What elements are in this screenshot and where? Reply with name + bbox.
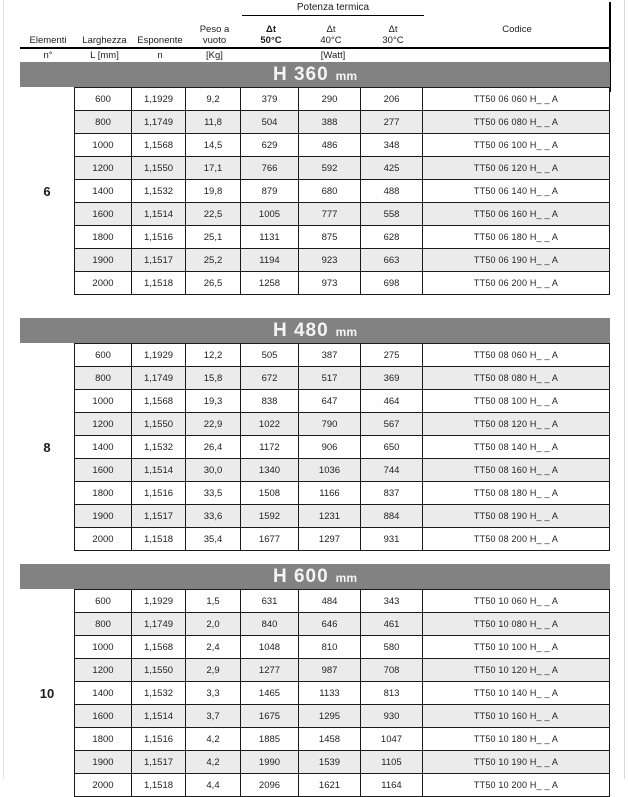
watt-30-cell: 558 (361, 203, 423, 225)
table-row (75, 134, 609, 157)
watt-40-cell: 646 (299, 613, 361, 635)
dt50-symbol: Δt (266, 24, 276, 35)
watt-40-cell: 1295 (299, 705, 361, 727)
codice-cell: TT50 10 060 H_ _ A (473, 596, 559, 606)
watt-40-cell: 1621 (299, 774, 361, 796)
peso-cell: 33,6 (186, 505, 241, 527)
codice-cell: TT50 10 190 H_ _ A (473, 757, 559, 767)
esponente-cell: 1,1518 (132, 272, 186, 294)
table-row (75, 528, 609, 550)
watt-30-cell: 567 (361, 413, 423, 435)
esponente-cell: 1,1518 (132, 774, 186, 796)
larghezza-cell: 1600 (75, 203, 132, 225)
table-row (75, 705, 609, 728)
watt-30-cell: 698 (361, 272, 423, 294)
watt-50-cell: 504 (241, 111, 299, 133)
watt-40-cell: 875 (299, 226, 361, 248)
esponente-cell: 1,1550 (132, 157, 186, 179)
watt-50-cell: 1508 (241, 482, 299, 504)
watt-30-cell: 206 (361, 88, 423, 110)
dt40-temp: 40°C (320, 35, 342, 46)
watt-40-cell: 790 (299, 413, 361, 435)
table-row (75, 459, 609, 482)
codice-cell: TT50 08 180 H_ _ A (473, 488, 559, 498)
larghezza-cell: 800 (75, 111, 132, 133)
larghezza-cell: 1200 (75, 659, 132, 681)
esponente-cell: 1,1517 (132, 505, 186, 527)
peso-cell: 9,2 (186, 88, 241, 110)
section-h480 (20, 318, 610, 551)
column-header-peso: Peso a vuoto (199, 24, 230, 46)
esponente-cell: 1,1749 (132, 613, 186, 635)
table-row (75, 203, 609, 226)
esponente-cell: 1,1929 (132, 88, 186, 110)
peso-cell: 14,5 (186, 134, 241, 156)
watt-30-cell: 425 (361, 157, 423, 179)
codice-cell: TT50 08 120 H_ _ A (473, 419, 559, 429)
larghezza-cell: 1200 (75, 157, 132, 179)
table-row (75, 774, 609, 796)
unit-larghezza: L [mm] (90, 50, 119, 61)
watt-30-cell: 930 (361, 705, 423, 727)
table-row (75, 590, 609, 613)
esponente-cell: 1,1749 (132, 367, 186, 389)
watt-50-cell: 1465 (241, 682, 299, 704)
peso-cell: 19,3 (186, 390, 241, 412)
watt-50-cell: 1194 (241, 249, 299, 271)
peso-cell: 4,2 (186, 728, 241, 750)
watt-40-cell: 387 (299, 344, 361, 366)
watt-50-cell: 1885 (241, 728, 299, 750)
codice-cell: TT50 08 080 H_ _ A (473, 373, 559, 383)
larghezza-cell: 1000 (75, 134, 132, 156)
peso-cell: 2,9 (186, 659, 241, 681)
esponente-cell: 1,1568 (132, 636, 186, 658)
table-row (75, 728, 609, 751)
watt-40-cell: 777 (299, 203, 361, 225)
column-header-larghezza: Larghezza (82, 35, 127, 46)
watt-40-cell: 517 (299, 367, 361, 389)
esponente-cell: 1,1550 (132, 413, 186, 435)
watt-40-cell: 1297 (299, 528, 361, 550)
section-body (20, 589, 610, 797)
peso-cell: 15,8 (186, 367, 241, 389)
watt-30-cell: 343 (361, 590, 423, 612)
watt-30-cell: 369 (361, 367, 423, 389)
codice-cell: TT50 06 120 H_ _ A (473, 163, 559, 173)
peso-cell: 4,2 (186, 751, 241, 773)
table-row (75, 613, 609, 636)
watt-40-cell: 1036 (299, 459, 361, 481)
watt-30-cell: 837 (361, 482, 423, 504)
dt40-symbol: Δt (326, 24, 336, 35)
larghezza-cell: 1000 (75, 390, 132, 412)
peso-cell: 17,1 (186, 157, 241, 179)
codice-cell: TT50 06 200 H_ _ A (473, 278, 559, 288)
watt-30-cell: 348 (361, 134, 423, 156)
larghezza-cell: 1200 (75, 413, 132, 435)
watt-50-cell: 1258 (241, 272, 299, 294)
peso-cell: 3,3 (186, 682, 241, 704)
section-h360-title-bar (20, 62, 610, 87)
watt-30-cell: 275 (361, 344, 423, 366)
larghezza-cell: 1900 (75, 505, 132, 527)
larghezza-cell: 1800 (75, 226, 132, 248)
potenza-termica-group (20, 0, 610, 17)
peso-cell: 3,7 (186, 705, 241, 727)
data-grid (74, 589, 610, 797)
watt-50-cell: 1022 (241, 413, 299, 435)
watt-30-cell: 884 (361, 505, 423, 527)
watt-30-cell: 813 (361, 682, 423, 704)
esponente-cell: 1,1518 (132, 528, 186, 550)
watt-30-cell: 1105 (361, 751, 423, 773)
esponente-cell: 1,1516 (132, 226, 186, 248)
units-row (20, 49, 610, 62)
esponente-cell: 1,1514 (132, 203, 186, 225)
unit-esponente: n (157, 50, 163, 61)
watt-40-cell: 484 (299, 590, 361, 612)
larghezza-cell: 1600 (75, 705, 132, 727)
codice-cell: TT50 10 080 H_ _ A (473, 619, 559, 629)
watt-40-cell: 647 (299, 390, 361, 412)
watt-40-cell: 592 (299, 157, 361, 179)
table-row (75, 226, 609, 249)
larghezza-cell: 1800 (75, 728, 132, 750)
larghezza-cell: 1900 (75, 751, 132, 773)
larghezza-cell: 1900 (75, 249, 132, 271)
larghezza-cell: 1800 (75, 482, 132, 504)
watt-30-cell: 1047 (361, 728, 423, 750)
esponente-cell: 1,1516 (132, 728, 186, 750)
table-row (75, 682, 609, 705)
larghezza-cell: 2000 (75, 774, 132, 796)
esponente-cell: 1,1568 (132, 134, 186, 156)
watt-30-cell: 708 (361, 659, 423, 681)
codice-cell: TT50 10 100 H_ _ A (473, 642, 559, 652)
esponente-cell: 1,1929 (132, 590, 186, 612)
section-h360 (20, 62, 610, 295)
larghezza-cell: 600 (75, 88, 132, 110)
column-header-elementi: Elementi (29, 35, 67, 46)
codice-cell: TT50 06 100 H_ _ A (473, 140, 559, 150)
elementi-count: 6 (43, 183, 51, 199)
section-title-unit: mm (335, 69, 358, 83)
watt-50-cell: 1340 (241, 459, 299, 481)
codice-cell: TT50 10 120 H_ _ A (473, 665, 559, 675)
peso-cell: 22,5 (186, 203, 241, 225)
table-row (75, 436, 609, 459)
table-content (20, 0, 610, 797)
watt-50-cell: 1592 (241, 505, 299, 527)
esponente-cell: 1,1532 (132, 180, 186, 202)
unit-elementi: n° (43, 50, 53, 61)
watt-50-cell: 1131 (241, 226, 299, 248)
data-grid (74, 343, 610, 551)
esponente-cell: 1,1514 (132, 459, 186, 481)
esponente-cell: 1,1532 (132, 682, 186, 704)
table-row (75, 88, 609, 111)
codice-cell: TT50 10 180 H_ _ A (473, 734, 559, 744)
codice-cell: TT50 08 200 H_ _ A (473, 534, 559, 544)
codice-cell: TT50 10 200 H_ _ A (473, 780, 559, 790)
section-h480-title-bar (20, 318, 610, 343)
column-header-codice: Codice (502, 24, 532, 35)
codice-cell: TT50 10 140 H_ _ A (473, 688, 559, 698)
peso-cell: 2,0 (186, 613, 241, 635)
table-row (75, 344, 609, 367)
column-header-row (20, 17, 610, 49)
watt-40-cell: 1231 (299, 505, 361, 527)
page-edge-left (3, 0, 4, 779)
codice-cell: TT50 10 160 H_ _ A (473, 711, 559, 721)
larghezza-cell: 1400 (75, 682, 132, 704)
table-row (75, 272, 609, 294)
codice-cell: TT50 08 060 H_ _ A (473, 350, 559, 360)
table-row (75, 157, 609, 180)
watt-50-cell: 1172 (241, 436, 299, 458)
column-header-dt30 (362, 24, 424, 46)
watt-30-cell: 461 (361, 613, 423, 635)
table-row (75, 390, 609, 413)
watt-50-cell: 1677 (241, 528, 299, 550)
peso-cell: 12,2 (186, 344, 241, 366)
table-row (75, 505, 609, 528)
table-row (75, 249, 609, 272)
esponente-cell: 1,1568 (132, 390, 186, 412)
watt-50-cell: 379 (241, 88, 299, 110)
peso-cell: 22,9 (186, 413, 241, 435)
unit-watt: [Watt] (320, 50, 346, 61)
peso-cell: 19,8 (186, 180, 241, 202)
codice-cell: TT50 08 100 H_ _ A (473, 396, 559, 406)
section-body (20, 343, 610, 551)
watt-40-cell: 1166 (299, 482, 361, 504)
section-h600 (20, 564, 610, 797)
table-row (75, 367, 609, 390)
table-row (75, 751, 609, 774)
codice-cell: TT50 08 190 H_ _ A (473, 511, 559, 521)
watt-30-cell: 744 (361, 459, 423, 481)
codice-cell: TT50 06 180 H_ _ A (473, 232, 559, 242)
watt-40-cell: 680 (299, 180, 361, 202)
codice-cell: TT50 06 060 H_ _ A (473, 94, 559, 104)
larghezza-cell: 1000 (75, 636, 132, 658)
watt-50-cell: 840 (241, 613, 299, 635)
peso-cell: 25,1 (186, 226, 241, 248)
codice-cell: TT50 08 140 H_ _ A (473, 442, 559, 452)
watt-40-cell: 973 (299, 272, 361, 294)
watt-30-cell: 464 (361, 390, 423, 412)
table-row (75, 413, 609, 436)
esponente-cell: 1,1749 (132, 111, 186, 133)
watt-40-cell: 906 (299, 436, 361, 458)
codice-cell: TT50 06 190 H_ _ A (473, 255, 559, 265)
watt-40-cell: 290 (299, 88, 361, 110)
column-header-dt40 (300, 24, 362, 46)
peso-cell: 33,5 (186, 482, 241, 504)
column-header-dt50 (242, 24, 300, 46)
watt-50-cell: 1675 (241, 705, 299, 727)
larghezza-cell: 2000 (75, 272, 132, 294)
page-edge-right (624, 0, 625, 779)
watt-50-cell: 838 (241, 390, 299, 412)
larghezza-cell: 2000 (75, 528, 132, 550)
watt-30-cell: 663 (361, 249, 423, 271)
watt-40-cell: 987 (299, 659, 361, 681)
esponente-cell: 1,1550 (132, 659, 186, 681)
watt-30-cell: 277 (361, 111, 423, 133)
peso-cell: 30,0 (186, 459, 241, 481)
watt-40-cell: 388 (299, 111, 361, 133)
larghezza-cell: 1400 (75, 180, 132, 202)
section-h600-title-bar (20, 564, 610, 589)
watt-30-cell: 1164 (361, 774, 423, 796)
watt-50-cell: 1048 (241, 636, 299, 658)
section-title: H 600 (272, 566, 329, 587)
section-title-unit: mm (335, 571, 358, 585)
codice-cell: TT50 06 080 H_ _ A (473, 117, 559, 127)
watt-30-cell: 488 (361, 180, 423, 202)
peso-cell: 4,4 (186, 774, 241, 796)
peso-cell: 25,2 (186, 249, 241, 271)
watt-40-cell: 1133 (299, 682, 361, 704)
data-grid (74, 87, 610, 295)
esponente-cell: 1,1514 (132, 705, 186, 727)
section-title: H 480 (272, 320, 329, 341)
watt-50-cell: 766 (241, 157, 299, 179)
larghezza-cell: 800 (75, 613, 132, 635)
table-row (75, 636, 609, 659)
esponente-cell: 1,1516 (132, 482, 186, 504)
larghezza-cell: 600 (75, 590, 132, 612)
watt-40-cell: 1539 (299, 751, 361, 773)
larghezza-cell: 1600 (75, 459, 132, 481)
watt-30-cell: 628 (361, 226, 423, 248)
unit-peso: [Kg] (206, 50, 223, 61)
watt-50-cell: 1277 (241, 659, 299, 681)
watt-30-cell: 931 (361, 528, 423, 550)
watt-50-cell: 505 (241, 344, 299, 366)
larghezza-cell: 600 (75, 344, 132, 366)
dt30-symbol: Δt (388, 24, 398, 35)
table-row (75, 659, 609, 682)
watt-50-cell: 1005 (241, 203, 299, 225)
larghezza-cell: 1400 (75, 436, 132, 458)
watt-30-cell: 650 (361, 436, 423, 458)
dt30-temp: 30°C (382, 35, 404, 46)
esponente-cell: 1,1929 (132, 344, 186, 366)
watt-40-cell: 810 (299, 636, 361, 658)
larghezza-cell: 800 (75, 367, 132, 389)
watt-50-cell: 672 (241, 367, 299, 389)
watt-50-cell: 631 (241, 590, 299, 612)
watt-50-cell: 1990 (241, 751, 299, 773)
watt-50-cell: 879 (241, 180, 299, 202)
elementi-count: 8 (43, 439, 51, 455)
codice-cell: TT50 08 160 H_ _ A (473, 465, 559, 475)
potenza-termica-label: Potenza termica (242, 2, 424, 16)
peso-cell: 35,4 (186, 528, 241, 550)
watt-40-cell: 486 (299, 134, 361, 156)
codice-cell: TT50 06 140 H_ _ A (473, 186, 559, 196)
peso-cell: 1,5 (186, 590, 241, 612)
codice-cell: TT50 06 160 H_ _ A (473, 209, 559, 219)
watt-50-cell: 2096 (241, 774, 299, 796)
section-body (20, 87, 610, 295)
peso-cell: 26,4 (186, 436, 241, 458)
watt-40-cell: 1458 (299, 728, 361, 750)
table-row (75, 180, 609, 203)
watt-30-cell: 580 (361, 636, 423, 658)
section-title: H 360 (272, 64, 329, 85)
table-row (75, 482, 609, 505)
peso-cell: 26,5 (186, 272, 241, 294)
peso-cell: 2,4 (186, 636, 241, 658)
watt-40-cell: 923 (299, 249, 361, 271)
column-header-esponente: Esponente (137, 35, 183, 46)
dt50-temp: 50°C (260, 35, 282, 46)
section-title-unit: mm (335, 325, 358, 339)
watt-50-cell: 629 (241, 134, 299, 156)
elementi-count: 10 (39, 685, 55, 701)
table-row (75, 111, 609, 134)
esponente-cell: 1,1517 (132, 249, 186, 271)
esponente-cell: 1,1517 (132, 751, 186, 773)
esponente-cell: 1,1532 (132, 436, 186, 458)
peso-cell: 11,8 (186, 111, 241, 133)
